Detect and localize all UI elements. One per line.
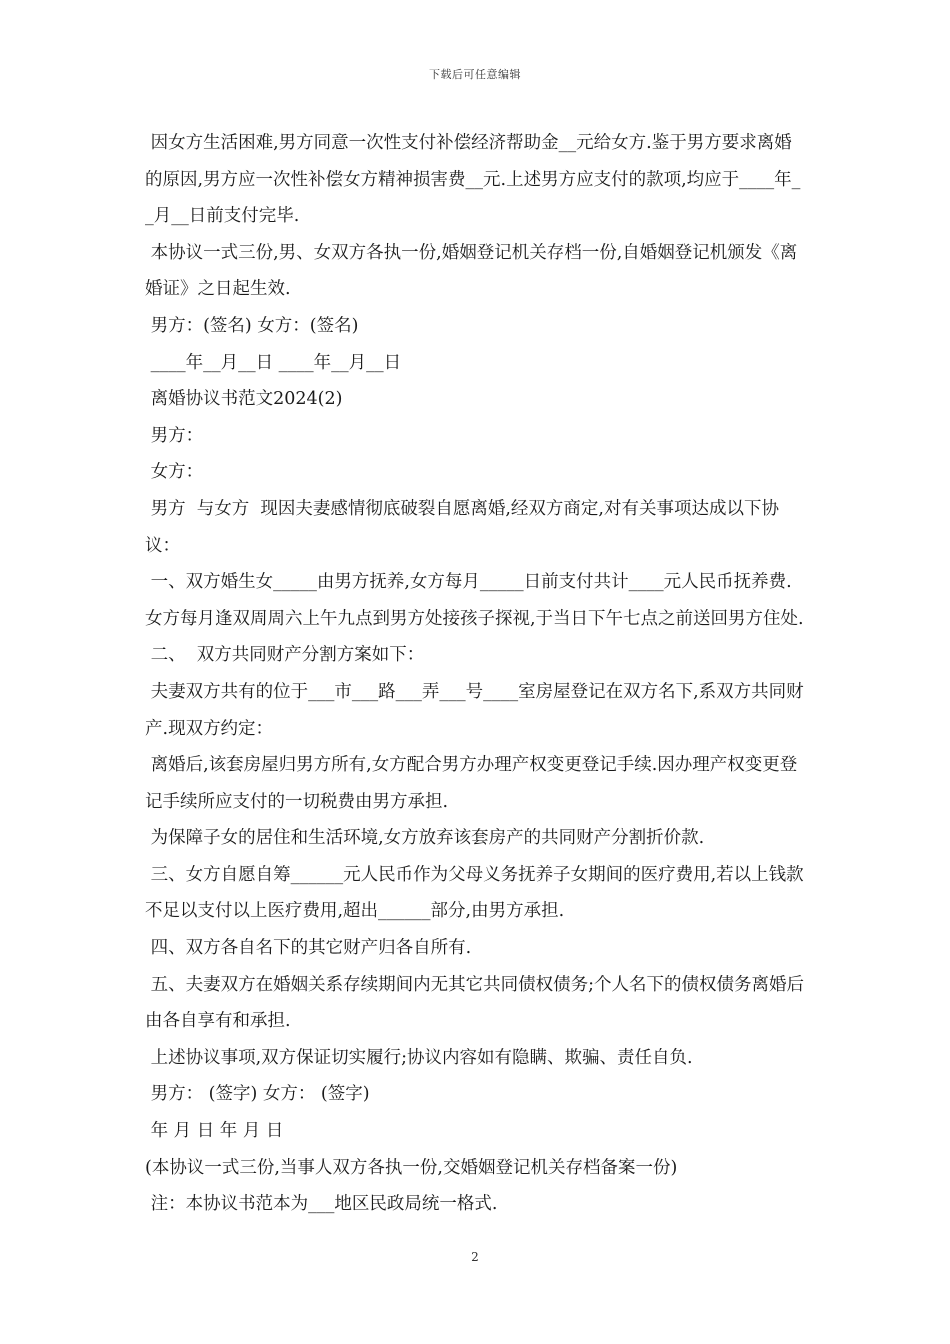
paragraph-waiver: 为保障子女的居住和生活环境,女方放弃该套房产的共同财产分割折价款.: [145, 828, 705, 849]
clause-one-custody: 一、双方婚生女_____由男方抚养,女方每月_____日前支付共计____元人民币抚养费.女方每月逢双周周六上午九点到男方处接孩子探视,于当日下午七点之前送回男方住处.: [145, 572, 804, 629]
page-number: 2: [471, 1250, 479, 1264]
clause-four-other-property: 四、双方各自名下的其它财产归各自所有.: [145, 938, 472, 959]
paragraph-signatures: 男方：(签名) 女方：(签名): [145, 315, 359, 336]
paragraph-sign-lines: 男方： (签字) 女方： (签字): [145, 1084, 370, 1105]
paragraph-male-party: 男方：: [145, 425, 204, 446]
section-title: 离婚协议书范文2024(2): [145, 389, 343, 410]
page-header: 下载后可任意编辑: [429, 68, 521, 81]
clause-three-medical: 三、女方自愿自筹______元人民币作为父母义务抚养子女期间的医疗费用,若以上钱款不足以支付以上医疗费用,超出______部分,由男方承担.: [145, 864, 804, 922]
paragraph-female-party: 女方：: [145, 462, 204, 483]
paragraph-signature-dates: ____年__月__日 ____年__月__日: [145, 352, 402, 373]
paragraph-copies-note: (本协议一式三份,当事人双方各执一份,交婚姻登记机关存档备案一份): [145, 1157, 678, 1178]
paragraph-house-ownership: 离婚后,该套房屋归男方所有,女方配合男方办理产权变更登记手续.因办理产权变更登记手续所应支付的一切税费由男方承担.: [145, 755, 798, 812]
paragraph-template-note: 注：本协议书范本为___地区民政局统一格式.: [145, 1194, 498, 1215]
paragraph-shared-house: 夫妻双方共有的位于___市___路___弄___号____室房屋登记在双方名下,系双方共同财产.现双方约定：: [145, 681, 804, 739]
paragraph-date-lines: 年 月 日 年 月 日: [145, 1121, 284, 1142]
paragraph-compensation: 因女方生活困难,男方同意一次性支付补偿经济帮助金__元给女方.鉴于男方要求离婚的原因,男方应一次性补偿女方精神损害费__元.上述男方应支付的款项,均应于____年__月__日前支付完毕.: [145, 133, 801, 227]
clause-two-property: 二、 双方共同财产分割方案如下：: [145, 645, 425, 666]
clause-five-debts: 五、夫妻双方在婚姻关系存续期间内无其它共同债权债务;个人名下的债权债务离婚后由各自享有和承担.: [145, 974, 804, 1032]
paragraph-copies-effective: 本协议一式三份,男、女双方各执一份,婚姻登记机关存档一份,自婚姻登记机颁发《离婚证》之日起生效.: [145, 242, 798, 300]
document-body: [145, 125, 807, 1223]
paragraph-preamble: 男方 与女方 现因夫妻感情彻底破裂自愿离婚,经双方商定,对有关事项达成以下协议：: [145, 498, 779, 556]
paragraph-guarantee: 上述协议事项,双方保证切实履行;协议内容如有隐瞒、欺骗、责任自负.: [145, 1047, 693, 1068]
